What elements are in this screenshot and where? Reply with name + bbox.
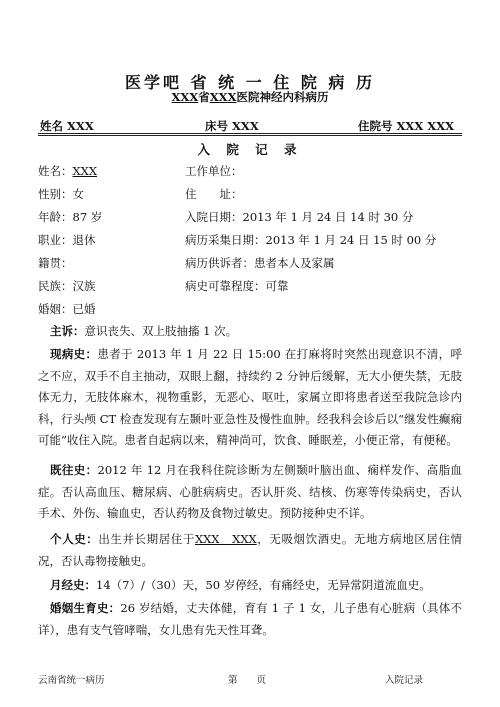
name-value: XXX (72, 164, 98, 178)
past-history-label: 既往史： (50, 463, 98, 477)
age-field: 年龄：87 岁 (38, 210, 103, 224)
native-place-field: 籍贯： (38, 256, 73, 270)
header-divider-thin (38, 135, 462, 136)
past-history (38, 460, 462, 525)
occupation-field: 职业：退休 (38, 233, 96, 247)
present-illness-label: 现病史： (50, 347, 98, 361)
header-divider (38, 133, 462, 134)
address-field: 住 址： (185, 187, 243, 201)
footer-doc-type: 入院记录 (385, 675, 424, 686)
department-text: 医院神经内科病历 (236, 90, 329, 104)
reliability-field: 病史可靠程度：可靠 (185, 279, 289, 293)
admission-date-field: 入院日期：2013 年 1 月 24 日 14 时 30 分 (185, 210, 414, 224)
chief-complaint (38, 321, 462, 343)
document-subtitle (0, 89, 500, 105)
personal-history (38, 529, 462, 572)
menstrual-history-text: 14（7）/（30）天，50 岁停经，有痛经史，无异常阴道流血史。 (96, 578, 431, 592)
chief-complaint-label: 主诉： (50, 324, 85, 338)
menstrual-history-label: 月经史： (50, 578, 96, 592)
ethnicity-field: 民族：汉族 (38, 279, 96, 293)
footer-page: 第 页 (228, 675, 267, 686)
name-field (38, 163, 97, 179)
patient-name-header: 姓名 XXX (40, 119, 94, 133)
personal-history-text-after: ，无吸烟饮酒史。无地方病地区居住情况，否认毒物接触史。 (38, 532, 463, 568)
informant-field: 病历供诉者：患者本人及家属 (185, 256, 335, 270)
birthplace-placeholder: XXX XXX (194, 532, 257, 546)
personal-history-text-before: 出生并长期居住于 (98, 532, 195, 546)
bed-number-header: 床号 XXX (205, 119, 259, 133)
footer-hospital: 云南省统一病历 (38, 675, 105, 686)
present-illness-text: 患者于 2013 年 1 月 22 日 15:00 在打麻将时突然出现意识不清，呼之不应，双手不自主抽动，双眼上翻，持续约 2 分钟后缓解，无大小便失禁，无肢体无力，无肢体麻木，视物重影，无恶心、呕吐，家属立即将患者送至我院急诊内科，行头颅 CT 检查发现有左颞叶亚急性及慢性血肿。经我科会诊后以“继发性癫痫可能”收住入院。患者自起病以来，精神尚可，饮食、睡眠差，小便正常，有便秘。 (38, 347, 463, 447)
marriage-history (38, 598, 462, 641)
present-illness (38, 344, 462, 452)
work-unit-field: 工作单位： (185, 164, 243, 178)
admission-number-header: 住院号 XXX XXX (358, 119, 455, 133)
marital-field: 婚姻：已婚 (38, 302, 96, 316)
section-title: 入 院 记 录 (197, 142, 303, 157)
history-date-field: 病历采集日期：2013 年 1 月 24 日 15 时 00 分 (185, 233, 437, 247)
province-placeholder: XXX (171, 90, 199, 104)
hospital-placeholder: XXX (209, 90, 237, 104)
marriage-history-label: 婚姻生育史： (50, 601, 121, 615)
menstrual-history (38, 575, 462, 597)
past-history-text: 2012 年 12 月在我科住院诊断为左侧颞叶脑出血、痫样发作、高脂血症。否认高血压、糖尿病、心脏病病史。否认肝炎、结核、伤寒等传染病史，否认手术、外伤、输血史，否认药物及食物过敏史。预防接种史不详。 (38, 463, 462, 520)
province-suffix: 省 (198, 90, 210, 104)
name-label: 姓名： (38, 164, 73, 178)
marriage-history-text: 26 岁结婚，丈夫体健，育有 1 子 1 女，儿子患有心脏病（具体不详），患有支气管哮喘，女儿患有先天性耳聋。 (38, 601, 463, 637)
chief-complaint-text: 意识丧失、双上肢抽搐 1 次。 (84, 324, 238, 338)
document-title: 医学吧 省 统 一 住 院 病 历 (125, 73, 375, 92)
gender-field: 性别：女 (38, 187, 84, 201)
personal-history-label: 个人史： (50, 532, 99, 546)
